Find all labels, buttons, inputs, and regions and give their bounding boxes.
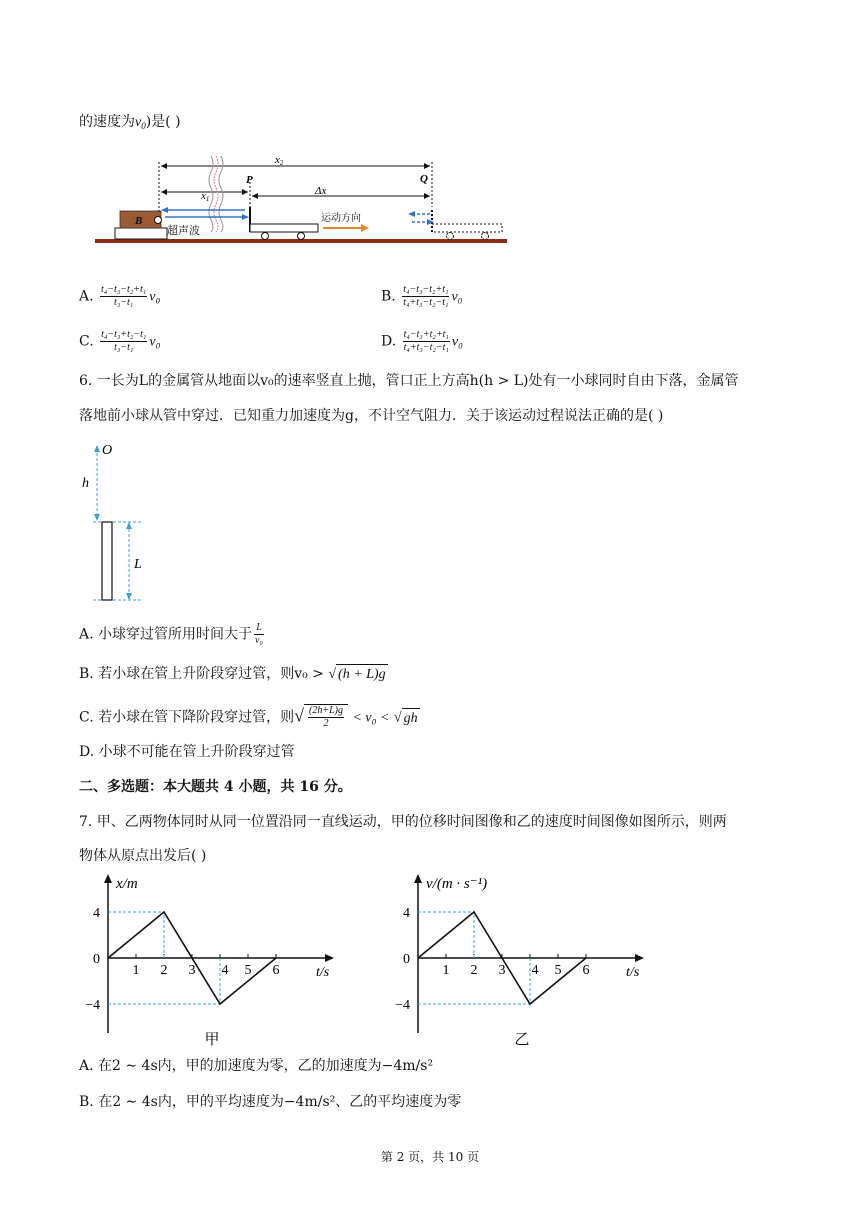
label-h: h	[82, 476, 89, 491]
y-tick-label: 4	[93, 906, 100, 921]
label-x1: x1	[201, 190, 210, 203]
x-axis-label: t/s	[626, 965, 640, 980]
x-tick-label: 5	[244, 963, 252, 978]
y-tick-label: 0	[403, 952, 410, 967]
x-tick-label: 3	[498, 963, 506, 978]
y-axis-arrow	[104, 874, 112, 883]
q7-stem-line2: 物体从原点出发后( )	[79, 848, 207, 864]
q6-option-b: B. 若小球在管上升阶段穿过管，则v₀ > √ (h + L)g	[79, 664, 388, 685]
label-q: Q	[420, 173, 428, 185]
x-tick-label: 6	[582, 963, 590, 978]
q6-tube-figure	[75, 440, 165, 605]
x-tick-label: 2	[160, 963, 168, 978]
chart-title: 甲	[204, 1032, 220, 1048]
label-p: P	[246, 174, 253, 186]
wave-left-1	[209, 156, 213, 232]
y-axis-label: x/m	[116, 876, 138, 892]
x-axis-label: t/s	[316, 965, 330, 980]
q6-stem-line1: 6. 一长为L的金属管从地面以v₀的速率竖直上抛，管口正上方高h(h > L)处有一小球同时自由下落，金属管	[79, 373, 739, 389]
label-direction: 运动方向	[321, 213, 361, 224]
q6-option-a: A. 小球穿过管所用时间大于 $\frac{L}{\text{v₀}}$	[79, 622, 263, 646]
q5-option-b: B. $\frac{\text{t₄−t₃−t₂+t₁}}{\text{t₄+t₃−t₂−t₁}}$ v₀	[381, 284, 463, 308]
chart-yi	[392, 868, 662, 1053]
label-b: B	[135, 215, 143, 227]
label-dx: Δx	[315, 185, 327, 197]
q5-stem-sub: 0	[141, 121, 146, 131]
x-tick-label: 5	[554, 963, 562, 978]
x-axis-arrow	[325, 954, 334, 962]
q5-stem-text: 的速度为	[79, 114, 135, 130]
x-tick-label: 1	[132, 963, 140, 978]
y-tick-label: −4	[395, 998, 410, 1013]
x-tick-label: 4	[531, 963, 539, 978]
q5-option-d-frac: $\frac{\text{t₄−t₃+t₂+t₁}}{\text{t₄+t₃−t₂−t₁}}$	[403, 329, 449, 353]
label-l: L	[134, 557, 142, 572]
x-tick-label: 2	[470, 963, 478, 978]
q5-ultrasound-figure	[95, 152, 510, 248]
x-tick-label: 1	[442, 963, 450, 978]
sensor-circle	[155, 217, 162, 224]
cart-1	[250, 224, 318, 232]
q7-option-a: A. 在2 ∼ 4s内，甲的加速度为零，乙的加速度为−4m/s²	[79, 1058, 434, 1074]
y-tick-label: 4	[403, 906, 410, 921]
q7-stem-line1: 7. 甲、乙两物体同时从同一位置沿同一直线运动，甲的位移时间图像和乙的速度时间图像如图所示，则两	[79, 814, 727, 830]
x-tick-label: 6	[272, 963, 280, 978]
cart-2	[432, 224, 502, 232]
q5-stem-tail	[79, 112, 181, 136]
q5-stem-end: )是( )	[145, 114, 181, 130]
wave-left-3	[219, 156, 223, 232]
q5-option-a-frac: $\frac{\text{t₄−t₃−t₂+t₁}}{\text{t₃−t₁}}$	[101, 284, 147, 308]
chart-title: 乙	[514, 1032, 530, 1048]
q6-option-c: C. 若小球在管下降阶段穿过管，则√ $\frac{(2h+L)g}{2}$ < v₀ < √ gh	[79, 705, 418, 729]
y-tick-label: 0	[93, 952, 100, 967]
q7-option-b: B. 在2 ∼ 4s内，甲的平均速度为−4m/s²、乙的平均速度为零	[79, 1094, 462, 1110]
page-footer: 第 2 页，共 10 页	[380, 1150, 480, 1164]
q5-stem-var: v	[135, 115, 142, 130]
y-axis-label: v/(m · s⁻¹)	[426, 876, 488, 892]
label-ultrasound: 超声波	[167, 225, 200, 237]
wave-left-2	[214, 156, 218, 232]
y-axis-arrow	[414, 874, 422, 883]
q5-option-d: D. $\frac{\text{t₄−t₃+t₂+t₁}}{\text{t₄+t₃−t₂−t₁}}$ v₀	[381, 329, 463, 353]
x-tick-label: 4	[221, 963, 229, 978]
y-tick-label: −4	[85, 998, 100, 1013]
q6-stem-line2: 落地前小球从管中穿过．已知重力加速度为g，不计空气阻力．关于该运动过程说法正确的是( )	[79, 408, 664, 424]
q6-option-d: D. 小球不可能在管上升阶段穿过管	[79, 744, 295, 760]
metal-tube	[102, 522, 112, 600]
label-o: O	[102, 443, 113, 458]
q5-option-b-frac: $\frac{\text{t₄−t₃−t₂+t₁}}{\text{t₄+t₃−t₂−t₁}}$	[403, 284, 449, 308]
x-tick-label: 3	[188, 963, 196, 978]
sensor-platform	[115, 228, 167, 239]
q6-option-b-root: (h + L)g	[336, 664, 388, 685]
label-x2: x2	[275, 154, 284, 167]
chart-jia	[82, 868, 352, 1053]
q5-option-c: C. $\frac{\text{t₄−t₃+t₂−t₁}}{\text{t₃−t₁}}$ v₀	[79, 329, 161, 353]
section2-heading: 二、多选题：本大题共 4 小题，共 16 分。	[79, 779, 352, 795]
q5-option-c-frac: $\frac{\text{t₄−t₃+t₂−t₁}}{\text{t₃−t₁}}$	[101, 329, 147, 353]
x-axis-arrow	[635, 954, 644, 962]
q5-option-a: A. $\frac{\text{t₄−t₃−t₂+t₁}}{\text{t₃−t₁}}$ v₀	[79, 284, 161, 308]
